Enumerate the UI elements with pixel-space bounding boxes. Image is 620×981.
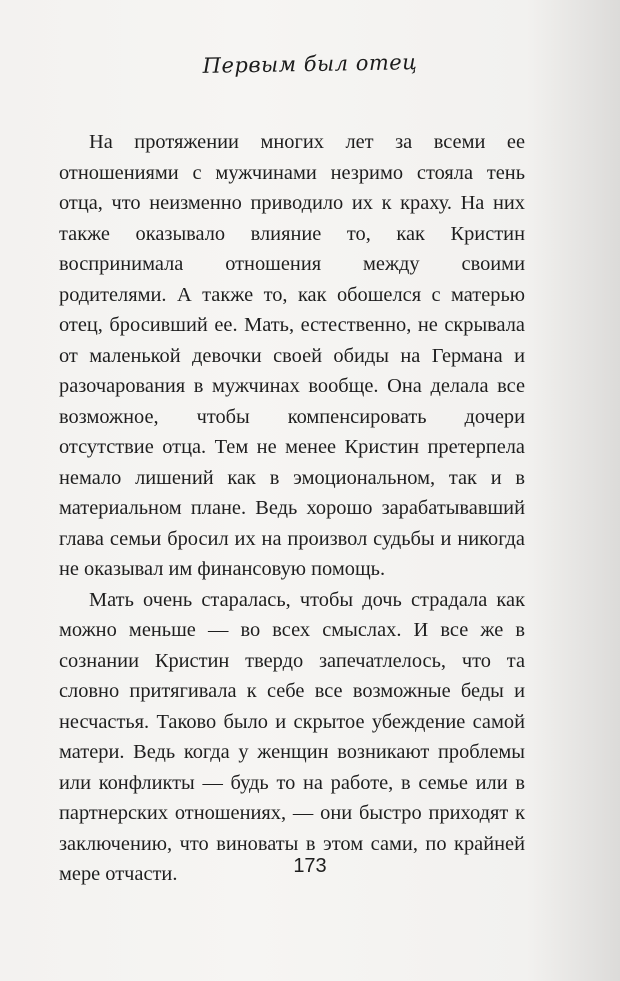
page-number: 173 [293,855,327,877]
body-text [59,127,525,890]
paragraph-1: На протяжении многих лет за всеми ее отношениями с мужчинами незримо стояла тень отца, что неизменно приводило их к краху. На них также оказывало влияние то, как Кристин воспринимала отношения между своими родителями. А также то, как обошелся с матерью отец, бросивший ее. Мать, естественно, не скрывала от маленькой девочки своей обиды на Германа и разочарования в мужчинах вообще. Она делала все возможное, чтобы компенсировать дочери отсутствие отца. Тем не менее Кристин претерпела немало лишений как в эмоциональном, так и в материальном плане. Ведь хорошо зарабатывавший глава семьи бросил их на произвол судьбы и никогда не оказывал им финансовую помощь. [59,131,525,580]
running-header: Первым был отец [202,50,418,78]
paragraph-2: Мать очень старалась, чтобы дочь страдала как можно меньше — во всех смыслах. И все же в сознании Кристин твердо запечатлелось, что та словно притягивала к себе все возможные беды и несчастья. Таково было и скрытое убеждение самой матери. Ведь когда у женщин возникают проблемы или конфликты — будь то на работе, в семье или в партнерских отношениях, — они быстро приходят к заключению, что виноваты в этом сами, по крайней мере отчасти. [59,588,525,885]
